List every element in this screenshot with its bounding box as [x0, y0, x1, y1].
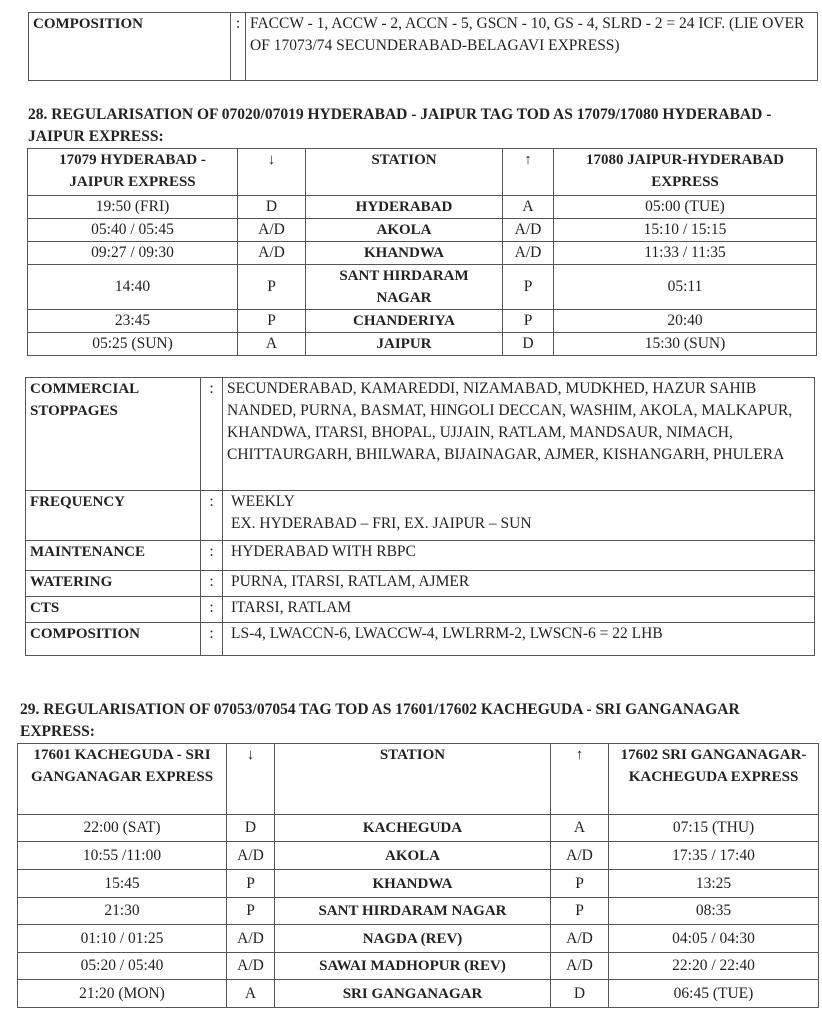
table-row	[18, 980, 819, 1008]
up-train-time: 05:11	[554, 265, 817, 310]
up-train-time: 08:35	[609, 898, 819, 925]
info-row	[26, 623, 815, 656]
table-row	[18, 925, 819, 953]
info-label: COMPOSITION	[26, 623, 201, 656]
separator: :	[201, 541, 223, 571]
down-activity: A/D	[227, 925, 275, 953]
up-train-time: 22:20 / 22:40	[609, 953, 819, 980]
station: SRI GANGANAGAR	[275, 980, 551, 1008]
info-value-text: ITARSI, RATLAM	[231, 599, 352, 616]
station: NAGDA (REV)	[275, 925, 551, 953]
composition-row	[29, 13, 818, 81]
down-activity: A	[227, 980, 275, 1008]
composition-value: FACCW - 1, ACCW - 2, ACCN - 5, GSCN - 10, GS - 4, SLRD - 2 = 24 ICF. (LIE OVER OF 17073/74 SECUNDERABAD-BELAGAVI EXPRESS)	[246, 13, 818, 81]
info-row	[26, 571, 815, 597]
column-header-station: STATION	[306, 149, 503, 196]
up-train-time: 11:33 / 11:35	[554, 242, 817, 265]
column-header-up-train-time: 17602 SRI GANGANAGAR-KACHEGUDA EXPRESS	[609, 744, 819, 815]
down-arrow-icon: ↓	[238, 149, 306, 196]
info-row	[26, 597, 815, 623]
up-activity: D	[551, 980, 609, 1008]
up-activity: P	[503, 310, 554, 333]
timetable-17079-17080	[27, 148, 817, 356]
composition-label: COMPOSITION	[29, 13, 231, 81]
info-value-text: WEEKLY	[231, 493, 295, 510]
up-activity: A	[551, 815, 609, 842]
station: SANT HIRDARAM NAGAR	[275, 898, 551, 925]
down-train-time: 21:20 (MON)	[18, 980, 227, 1008]
info-row	[26, 491, 815, 541]
info-label: MAINTENANCE	[26, 541, 201, 571]
up-activity: A/D	[551, 842, 609, 870]
down-arrow-icon: ↓	[227, 744, 275, 815]
down-train-time: 15:45	[18, 870, 227, 898]
down-activity: P	[227, 870, 275, 898]
info-value-text: SECUNDERABAD, KAMAREDDI, NIZAMABAD, MUDKHED, HAZUR SAHIB NANDED, PURNA, BASMAT, HINGOLI DECCAN, WASHIM, AKOLA, MALKAPUR, KHANDWA, ITARSI, BHOPAL, UJJAIN, RATLAM, MANDSAUR, NIMACH, CHITTAURGARH, BHILWARA, BIJAINAGAR, AJMER, KISHANGARH, PHULERA	[227, 380, 793, 463]
up-activity: A/D	[503, 242, 554, 265]
table-row	[18, 898, 819, 925]
up-train-time: 05:00 (TUE)	[554, 196, 817, 219]
station: AKOLA	[275, 842, 551, 870]
info-value	[223, 571, 815, 597]
down-train-time: 19:50 (FRI)	[28, 196, 238, 219]
down-train-time: 14:40	[28, 265, 238, 310]
info-label: CTS	[26, 597, 201, 623]
table-row	[18, 870, 819, 898]
table-row	[28, 196, 817, 219]
separator: :	[231, 13, 246, 81]
section-28-heading: 28. REGULARISATION OF 07020/07019 HYDERABAD - JAIPUR TAG TOD AS 17079/17080 HYDERABAD - JAIPUR EXPRESS:	[28, 106, 772, 145]
up-activity: A	[503, 196, 554, 219]
column-header-down-train-time: 17079 HYDERABAD - JAIPUR EXPRESS	[28, 149, 238, 196]
up-arrow-icon: ↑	[503, 149, 554, 196]
station: HYDERABAD	[306, 196, 503, 219]
down-train-time: 23:45	[28, 310, 238, 333]
down-train-time: 01:10 / 01:25	[18, 925, 227, 953]
table-row	[28, 310, 817, 333]
up-train-time: 17:35 / 17:40	[609, 842, 819, 870]
info-label: FREQUENCY	[26, 491, 201, 541]
up-train-time: 20:40	[554, 310, 817, 333]
down-train-time: 05:20 / 05:40	[18, 953, 227, 980]
top-composition-table	[28, 12, 818, 81]
down-activity: P	[238, 310, 306, 333]
up-activity: A/D	[503, 219, 554, 242]
info-value	[223, 491, 815, 541]
down-activity: A/D	[238, 219, 306, 242]
info-label: WATERING	[26, 571, 201, 597]
down-activity: A	[238, 333, 306, 356]
column-header-down-train-time: 17601 KACHEGUDA - SRI GANGANAGAR EXPRESS	[18, 744, 227, 815]
column-header-station: STATION	[275, 744, 551, 815]
station: JAIPUR	[306, 333, 503, 356]
station: SAWAI MADHOPUR (REV)	[275, 953, 551, 980]
up-activity: A/D	[551, 925, 609, 953]
down-activity: D	[238, 196, 306, 219]
down-activity: A/D	[238, 242, 306, 265]
info-value	[223, 597, 815, 623]
station: SANT HIRDARAM NAGAR	[306, 265, 503, 310]
info-value	[223, 623, 815, 656]
table-row	[18, 842, 819, 870]
header-row	[28, 149, 817, 196]
down-train-time: 09:27 / 09:30	[28, 242, 238, 265]
station: KACHEGUDA	[275, 815, 551, 842]
down-activity: D	[227, 815, 275, 842]
up-activity: P	[551, 898, 609, 925]
up-activity: A/D	[551, 953, 609, 980]
separator: :	[201, 597, 223, 623]
separator: :	[201, 378, 223, 491]
down-train-time: 10:55 /11:00	[18, 842, 227, 870]
down-train-time: 21:30	[18, 898, 227, 925]
up-train-time: 04:05 / 04:30	[609, 925, 819, 953]
station: AKOLA	[306, 219, 503, 242]
down-train-time: 05:25 (SUN)	[28, 333, 238, 356]
down-activity: A/D	[227, 842, 275, 870]
up-train-time: 15:10 / 15:15	[554, 219, 817, 242]
info-value	[223, 541, 815, 571]
table-row	[28, 242, 817, 265]
info-value-text: HYDERABAD WITH RBPC	[231, 543, 416, 560]
up-activity: P	[551, 870, 609, 898]
separator: :	[201, 491, 223, 541]
up-train-time: 13:25	[609, 870, 819, 898]
up-arrow-icon: ↑	[551, 744, 609, 815]
info-value	[223, 378, 815, 491]
info-value-text: LS-4, LWACCN-6, LWACCW-4, LWLRRM-2, LWSCN-6 = 22 LHB	[231, 625, 663, 642]
station: KHANDWA	[306, 242, 503, 265]
up-train-time: 15:30 (SUN)	[554, 333, 817, 356]
down-train-time: 22:00 (SAT)	[18, 815, 227, 842]
timetable-17601-17602	[17, 743, 819, 1008]
station: KHANDWA	[275, 870, 551, 898]
down-activity: P	[227, 898, 275, 925]
header-row	[18, 744, 819, 815]
column-header-up-train-time: 17080 JAIPUR-HYDERABAD EXPRESS	[554, 149, 817, 196]
info-value-text: PURNA, ITARSI, RATLAM, AJMER	[231, 573, 470, 590]
info-row	[26, 541, 815, 571]
table-row	[18, 953, 819, 980]
up-train-time: 07:15 (THU)	[609, 815, 819, 842]
info-label: COMMERCIAL STOPPAGES	[26, 378, 201, 491]
table-row	[28, 265, 817, 310]
station: CHANDERIYA	[306, 310, 503, 333]
up-activity: P	[503, 265, 554, 310]
table-row	[28, 219, 817, 242]
info-value-text-2: EX. HYDERABAD – FRI, EX. JAIPUR – SUN	[231, 515, 532, 532]
up-activity: D	[503, 333, 554, 356]
section-29-heading: 29. REGULARISATION OF 07053/07054 TAG TOD AS 17601/17602 KACHEGUDA - SRI GANGANAGAR EXPRESS:	[20, 701, 740, 740]
separator: :	[201, 623, 223, 656]
table-row	[28, 333, 817, 356]
down-activity: A/D	[227, 953, 275, 980]
info-row	[26, 378, 815, 491]
down-train-time: 05:40 / 05:45	[28, 219, 238, 242]
table-row	[18, 815, 819, 842]
separator: :	[201, 571, 223, 597]
up-train-time: 06:45 (TUE)	[609, 980, 819, 1008]
train-info-table	[25, 377, 815, 656]
down-activity: P	[238, 265, 306, 310]
